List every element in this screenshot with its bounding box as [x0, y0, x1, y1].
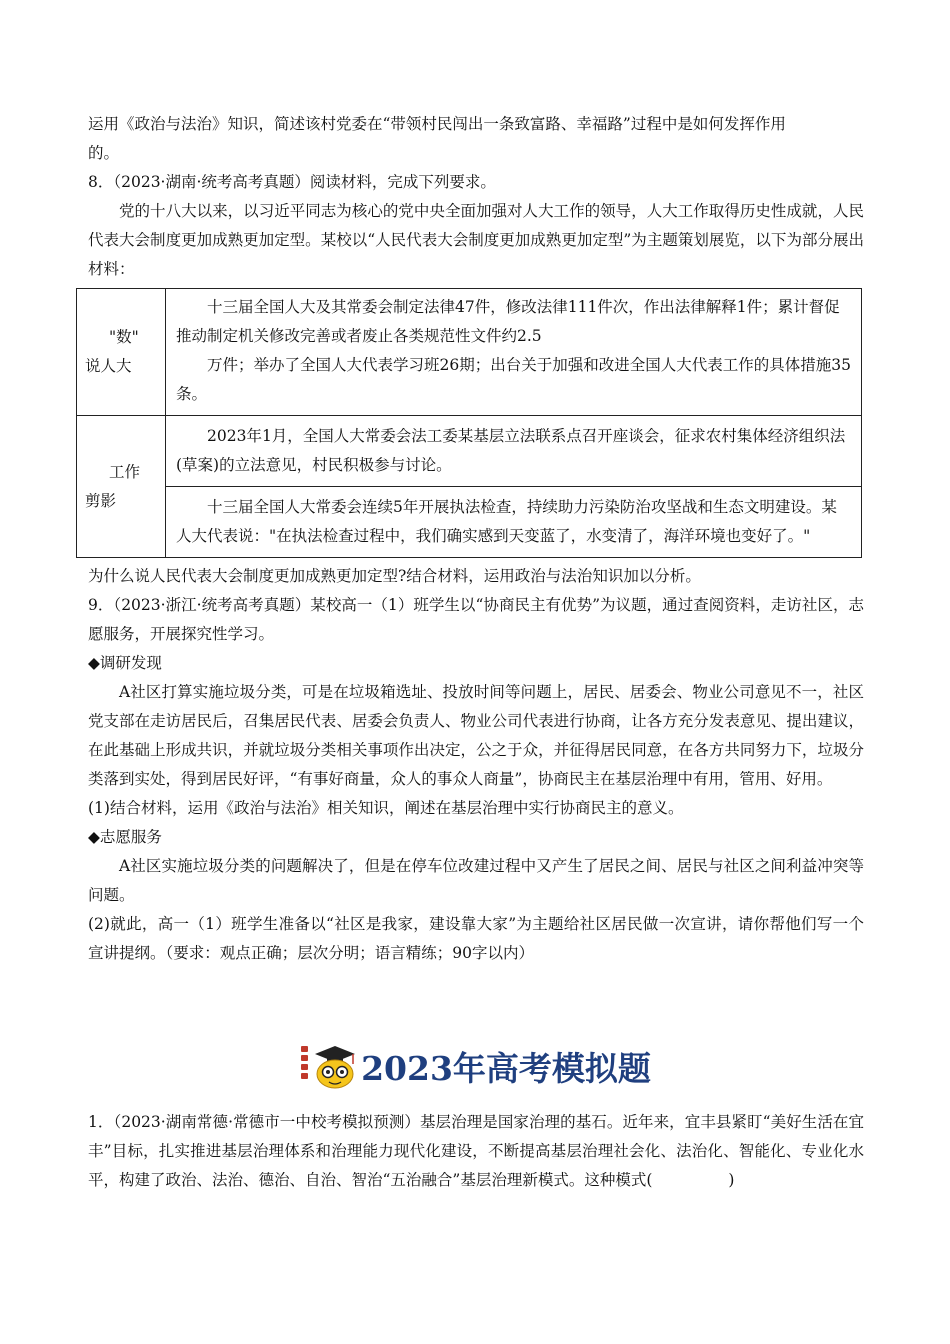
mock-question-1 [88, 1108, 864, 1195]
q9-sub2: (2)就此，高一（1）班学生准备以“社区是我家，建设靠大家”为主题给社区居民做一次宣讲，请你帮他们写一个宣讲提纲。（要求：观点正确；层次分明；语言精练；90字以内） [88, 915, 864, 962]
row-label-line2: 说人大 [85, 357, 132, 375]
table-row [77, 289, 862, 416]
q8-intro: 党的十八大以来，以习近平同志为核心的党中央全面加强对人大工作的领导，人大工作取得历史性成就，人民代表大会制度更加成熟更加定型。某校以“人民代表大会制度更加成熟更加定型”为主题策划展览，以下为部分展出材料： [88, 202, 864, 278]
row-label-line1: "数" [109, 328, 139, 346]
row-content-shu [166, 289, 862, 416]
q9-section1-title: ◆调研发现 [88, 654, 162, 672]
row-content-work-1 [166, 416, 862, 487]
mock-question-block [88, 1108, 864, 1195]
exam-luck-logo-icon [299, 1040, 359, 1092]
content-paragraph: 万件；举办了全国人大代表学习班26期；出台关于加强和改进全国人大代表工作的具体措施35条。 [176, 356, 851, 403]
row-label-shu [77, 289, 166, 416]
q9-heading: 9．（2023·浙江·统考高考真题）某校高一（1）班学生以“协商民主有优势”为议题，通过查阅资料，走访社区，志愿服务，开展探究性学习。 [88, 596, 865, 643]
content-paragraph: 2023年1月，全国人大常委会法工委某基层立法联系点召开座谈会，征求农村集体经济组织法(草案)的立法意见，村民积极参与讨论。 [176, 427, 846, 474]
table-row [77, 416, 862, 487]
mock-section-banner [0, 1040, 950, 1100]
document-page [85, 110, 865, 968]
content-paragraph: 十三届全国人大及其常委会制定法律47件，修改法律111件次，作出法律解释1件；累计督促推动制定机关修改完善或者废止各类规范性文件约2.5 [176, 298, 840, 345]
q9-section1-text: A社区打算实施垃圾分类，可是在垃圾箱选址、投放时间等问题上，居民、居委会、物业公司意见不一，社区党支部在走访居民后，召集居民代表、居委会负责人、物业公司代表进行协商，让各方充分发表意见、提出建议，在此基础上形成共识，并就垃圾分类相关事项作出决定，公之于众，并征得居民同意，在各方共同努力下，垃圾分类落到实处，得到居民好评，“有事好商量，众人的事众人商量”，协商民主在基层治理中有用，管用、好用。 [88, 683, 864, 788]
q9-section2-title: ◆志愿服务 [88, 828, 162, 846]
q9-section2-text: A社区实施垃圾分类的问题解决了，但是在停车位改建过程中又产生了居民之间、居民与社区之间利益冲突等问题。 [88, 857, 864, 904]
q8-question: 为什么说人民代表大会制度更加成熟更加定型?结合材料，运用政治与法治知识加以分析。 [88, 567, 701, 585]
q9-sub1: (1)结合材料，运用《政治与法治》相关知识，阐述在基层治理中实行协商民主的意义。 [88, 799, 684, 817]
mock-section-title: 2023年高考模拟题 [361, 1048, 651, 1088]
q8-heading: 8．（2023·湖南·统考高考真题）阅读材料，完成下列要求。 [88, 173, 496, 191]
row-label-line1: 工作 [109, 462, 141, 481]
content-paragraph: 十三届全国人大常委会连续5年开展执法检查，持续助力污染防治攻坚战和生态文明建设。某人大代表说："在执法检查过程中，我们确实感到天变蓝了，水变清了，海洋环境也变好了。" [176, 498, 837, 545]
q7-tail-line2: 的。 [88, 144, 120, 162]
material-table [76, 288, 862, 558]
table-row [77, 487, 862, 558]
row-content-work-2 [166, 487, 862, 558]
row-label-work [77, 416, 166, 558]
q7-tail-line1: 运用《政治与法治》知识，简述该村党委在“带领村民闯出一条致富路、幸福路”过程中是如何发挥作用 [88, 115, 786, 133]
mock-question-1-close: ) [728, 1171, 735, 1189]
row-label-line2: 剪影 [85, 491, 117, 510]
mock-question-1-text: 1．（2023·湖南常德·常德市一中校考模拟预测）基层治理是国家治理的基石。近年来，宜丰县紧盯“美好生活在宜丰”目标，扎实推进基层治理体系和治理能力现代化建设，不断提高基层治理社会化、法治化、智能化、专业化水平，构建了政治、法治、德治、自治、智治“五治融合”基层治理新模式。这种模式( [88, 1113, 864, 1189]
